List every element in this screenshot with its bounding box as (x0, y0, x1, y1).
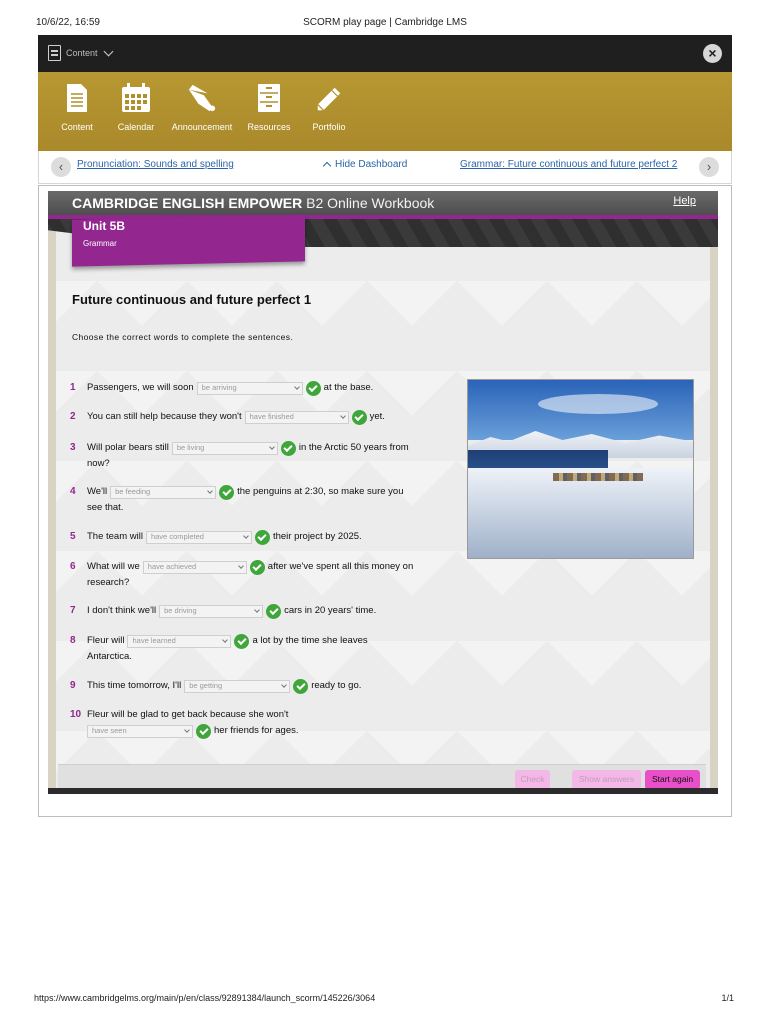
answer-selected: be driving (164, 606, 197, 615)
answer-selected: be feeding (115, 487, 151, 496)
checkmark-icon (196, 724, 211, 739)
checkmark-icon (293, 679, 308, 694)
answer-selected: have achieved (147, 562, 197, 571)
question-text-continued: Antarctica. (87, 651, 132, 662)
photo-snowfield (468, 468, 693, 558)
answer-dropdown[interactable] (127, 635, 231, 648)
start-again-button[interactable]: Start again (645, 770, 700, 789)
next-lesson-link[interactable]: Grammar: Future continuous and future perfect 2 (460, 159, 678, 170)
app-bottom-bar (48, 788, 718, 794)
chevron-down-icon (281, 682, 287, 688)
antarctica-photo (467, 379, 694, 559)
answer-selected: be living (176, 443, 205, 452)
chevron-down-icon (243, 533, 249, 539)
previous-arrow-button[interactable]: ‹ (51, 157, 71, 177)
question-number: 3 (70, 442, 76, 453)
checkmark-icon (234, 634, 249, 649)
answer-selected: have seen (92, 726, 127, 735)
question-number: 9 (70, 680, 76, 691)
question-number: 2 (70, 411, 76, 422)
question-text: yet. (369, 411, 385, 422)
left-edge (48, 191, 56, 794)
question-text: Will polar bears still (87, 442, 169, 453)
question-text: ready to go. (311, 680, 362, 691)
dashboard-content-label: Content (61, 122, 93, 132)
photo-cloud (538, 394, 658, 414)
checkmark-icon (352, 410, 367, 425)
question-number: 8 (70, 635, 76, 646)
chevron-down-icon (184, 727, 190, 733)
chevron-down-icon (254, 607, 260, 613)
dashboard-calendar[interactable] (101, 82, 171, 132)
answer-selected: be arriving (201, 383, 237, 392)
photo-research-base (553, 473, 643, 481)
dashboard (38, 72, 732, 151)
dashboard-portfolio[interactable] (294, 82, 364, 132)
app-title (72, 195, 434, 211)
cabinet-icon (254, 82, 284, 114)
chevron-down-icon (223, 637, 229, 643)
hide-dashboard-label: Hide Dashboard (335, 159, 408, 170)
question-text: You can still help because they won't (87, 411, 242, 422)
top-bar (38, 35, 732, 72)
question-text: her friends for ages. (214, 725, 299, 736)
unit-title: Unit 5B (83, 219, 125, 233)
check-button[interactable]: Check (515, 770, 550, 789)
dashboard-announcement-label: Announcement (171, 122, 233, 132)
print-url: https://www.cambridgelms.org/main/p/en/class/92891384/launch_scorm/145226/3064 (34, 993, 376, 1003)
question-text: a lot by the time she leaves (252, 635, 368, 646)
checkmark-icon (266, 604, 281, 619)
checkmark-icon (306, 381, 321, 396)
question-text: I don't think we'll (87, 605, 157, 616)
dashboard-resources-label: Resources (247, 122, 291, 132)
chevron-down-icon (207, 488, 213, 494)
answer-selected: be getting (189, 681, 223, 690)
question-text: The team will (87, 531, 143, 542)
question-text: This time tomorrow, I'll (87, 680, 182, 691)
workbook-app (48, 191, 718, 794)
exercise-instruction: Choose the correct words to complete the sentences. (72, 332, 294, 342)
content-menu-label: Content (66, 48, 98, 58)
checkmark-icon (250, 560, 265, 575)
answer-dropdown[interactable] (110, 486, 216, 499)
print-footer (34, 993, 734, 1003)
question-text: Passengers, we will soon (87, 382, 194, 393)
question-number: 5 (70, 531, 76, 542)
question-number: 6 (70, 561, 76, 572)
help-link[interactable]: Help (673, 195, 696, 207)
checkmark-icon (255, 530, 270, 545)
print-title: SCORM play page | Cambridge LMS (303, 17, 467, 28)
checkmark-icon (281, 441, 296, 456)
chevron-down-icon (103, 46, 113, 56)
app-header (48, 191, 718, 215)
answer-selected: have completed (150, 532, 204, 541)
question-number: 7 (70, 605, 76, 616)
answer-dropdown[interactable] (143, 561, 247, 574)
chevron-down-icon (340, 413, 346, 419)
dashboard-calendar-label: Calendar (117, 122, 155, 132)
answer-selected: have finished (249, 412, 294, 421)
question-text: their project by 2025. (272, 531, 362, 542)
question-number: 1 (70, 382, 76, 393)
calendar-icon (121, 82, 151, 114)
answer-dropdown[interactable] (172, 442, 278, 455)
document-icon (62, 82, 92, 114)
chevron-down-icon (269, 444, 275, 450)
question-text: Fleur will be glad to get back because she won't (87, 709, 289, 720)
answer-dropdown[interactable] (146, 531, 252, 544)
answer-selected: have learned (132, 636, 176, 645)
exercise-title: Future continuous and future perfect 1 (72, 292, 312, 307)
previous-lesson-link[interactable]: Pronunciation: Sounds and spelling (77, 159, 234, 170)
print-date: 10/6/22, 16:59 (36, 17, 100, 28)
pencil-icon (314, 82, 344, 114)
close-button[interactable]: × (703, 44, 722, 63)
product-name: B2 Online Workbook (306, 195, 435, 211)
question-text: Fleur will (87, 635, 125, 646)
question-number: 4 (70, 486, 76, 497)
chevron-down-icon (238, 563, 244, 569)
question-text-continued: see that. (87, 502, 124, 513)
question-text: in the Arctic 50 years from (298, 442, 409, 453)
hide-dashboard-button[interactable] (324, 159, 407, 170)
right-edge (710, 191, 718, 794)
answer-dropdown[interactable] (87, 725, 193, 738)
question-text-continued: now? (87, 458, 110, 469)
question-text: the penguins at 2:30, so make sure you (237, 486, 404, 497)
question-text: cars in 20 years' time. (284, 605, 377, 616)
unit-section: Grammar (83, 239, 117, 248)
print-page-number: 1/1 (721, 993, 734, 1003)
question-number: 10 (70, 709, 82, 720)
brand-name: CAMBRIDGE ENGLISH EMPOWER (72, 195, 303, 211)
question-text: What will we (87, 561, 140, 572)
chevron-up-icon (323, 162, 331, 170)
checkmark-icon (219, 485, 234, 500)
content-menu-button[interactable] (48, 43, 112, 63)
answer-dropdown[interactable] (184, 680, 290, 693)
print-header (36, 17, 734, 31)
chevron-down-icon (294, 384, 300, 390)
dashboard-announcement[interactable] (167, 82, 237, 132)
show-answers-button[interactable]: Show answers (572, 770, 641, 789)
lesson-nav-bar (38, 151, 732, 184)
document-icon (48, 45, 61, 61)
answer-dropdown[interactable] (159, 605, 263, 618)
question-text: We'll (87, 486, 108, 497)
answer-dropdown[interactable] (245, 411, 349, 424)
megaphone-icon (187, 82, 217, 114)
next-arrow-button[interactable]: › (699, 157, 719, 177)
dashboard-portfolio-label: Portfolio (312, 122, 346, 132)
answer-dropdown[interactable] (197, 382, 303, 395)
question-text: after we've spent all this money on (267, 561, 414, 572)
question-text: at the base. (323, 382, 374, 393)
question-text-continued: research? (87, 577, 130, 588)
